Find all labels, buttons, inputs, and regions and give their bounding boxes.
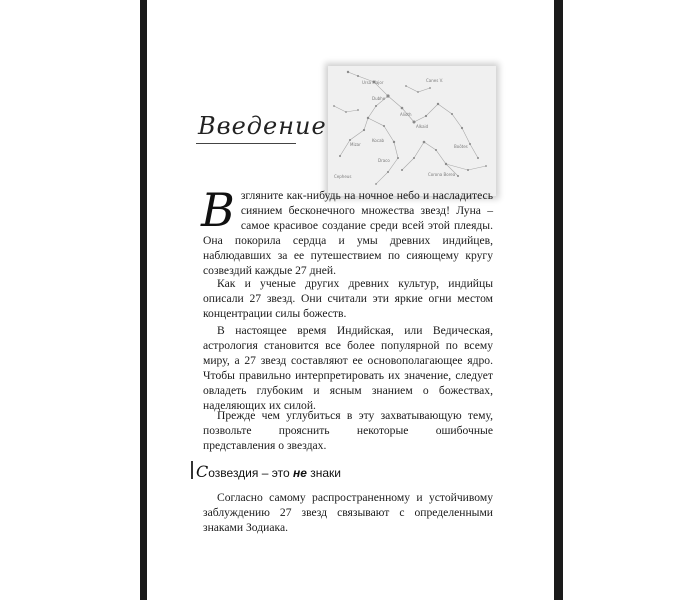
- page-frame-right: [554, 0, 563, 600]
- subheading-text-pre: озвездия – это: [208, 466, 293, 480]
- subheading-bar: [191, 461, 193, 479]
- starmap-label: Canes V.: [426, 78, 444, 83]
- starmap-label: Boötes: [454, 144, 468, 149]
- page-title: Введение: [198, 112, 327, 140]
- starmap-label: Dubhe: [372, 96, 386, 101]
- paragraph-zodiac: Согласно самому распространенному и устойчивому заблуждению 27 звезд связывают с определенными знаками Зодиака.: [203, 491, 493, 534]
- starmap-label: Alioth: [400, 112, 412, 117]
- intro-paragraph-text: згляните как-нибудь на ночное небо и насладитесь сиянием бесконечного множества звезд! Луна – самое красивое создание среди всей этой плеяды. Она покорила сердца и умы древних индийцев, наблюдавших за ее путешествием по сияющему кругу созвездий каждые 27 дней.: [203, 189, 493, 277]
- starmap-label: Corona Borea: [428, 172, 456, 177]
- starmap-label: Ursa Major: [362, 80, 384, 85]
- intro-paragraph: [201, 183, 493, 278]
- dropcap-letter: В: [201, 183, 235, 237]
- paragraph-misconceptions: Прежде чем углубиться в эту захватывающую тему, позвольте прояснить некоторые ошибочные представления о звездах.: [203, 409, 493, 452]
- subheading-text-post: знаки: [306, 466, 341, 480]
- starmap-label: Alkaid: [416, 124, 429, 129]
- starmap-label: Draco: [378, 158, 390, 163]
- paragraph-vedic-astrology: В настоящее время Индийская, или Ведическая, астрология становится все более популярной по всему миру, а 27 звезд составляют ее основополагающее ядро. Чтобы правильно интерпретировать их значение, следует овладеть глубоким и ясным знанием о божествах, наделяющих их силой.: [203, 324, 493, 412]
- subheading-cap: С: [196, 462, 209, 481]
- starmap-label: Kocab: [372, 138, 385, 143]
- section-subheading: [196, 462, 341, 481]
- star-map-svg: [328, 66, 496, 196]
- title-underline: [196, 143, 296, 144]
- starmap-label: Mizar: [350, 142, 361, 147]
- star-map-image: [328, 66, 496, 196]
- paragraph-ancient-scholars: Как и ученые других древних культур, индийцы описали 27 звезд. Они считали эти яркие огни местом концентрации силы божеств.: [203, 277, 493, 320]
- subheading-emphasis: не: [292, 466, 307, 480]
- page-frame-left: [140, 0, 147, 600]
- starmap-label: Cepheus: [334, 174, 352, 179]
